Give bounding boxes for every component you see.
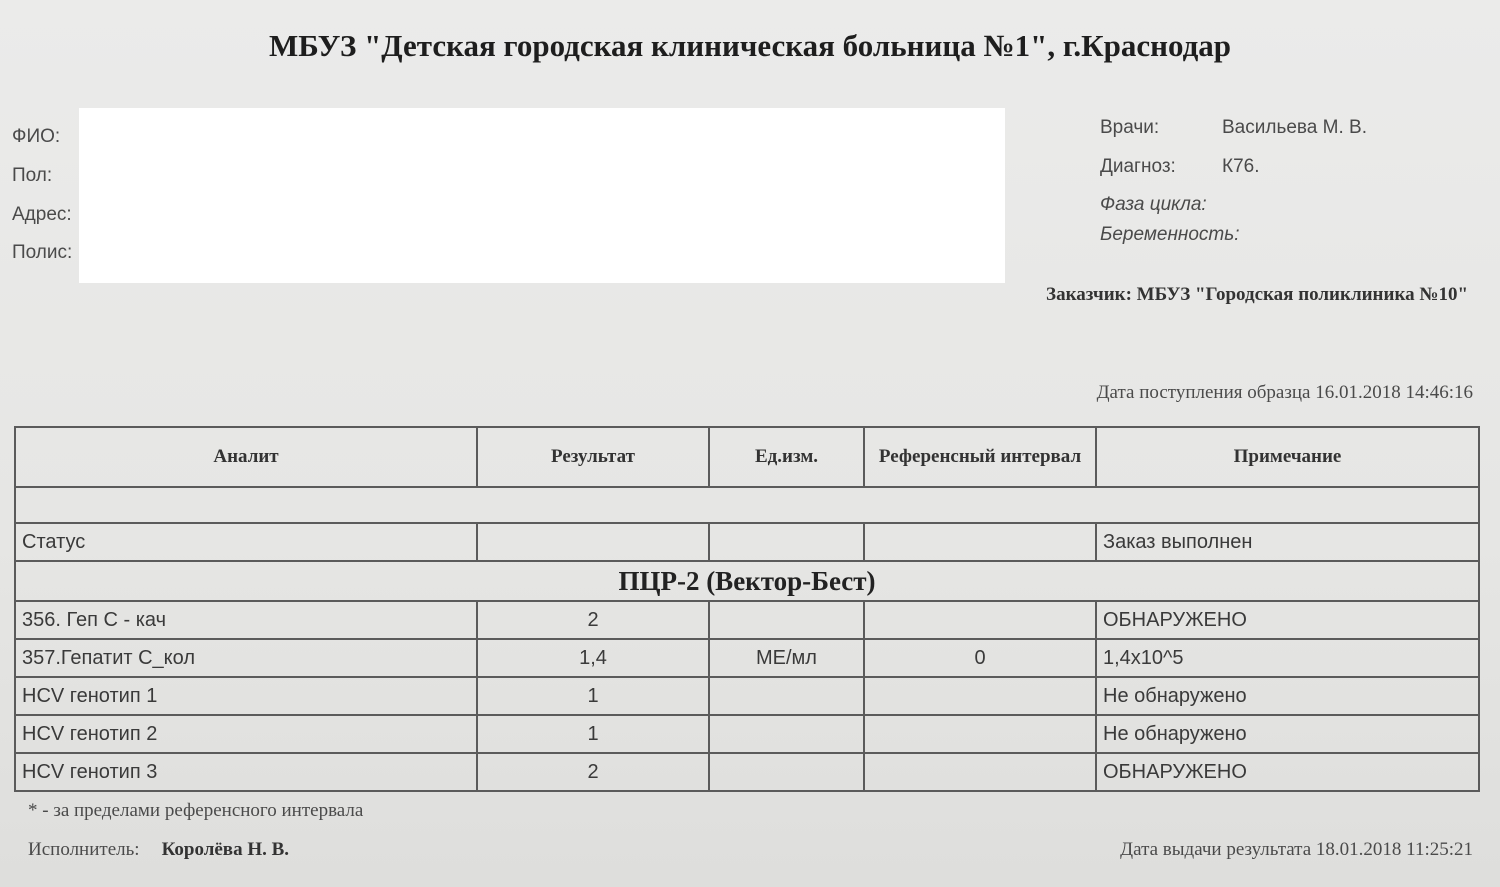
unit-cell: МЕ/мл <box>709 639 864 677</box>
reference-cell: 0 <box>864 639 1096 677</box>
table-row <box>15 601 1479 639</box>
report-title: МБУЗ "Детская городская клиническая больница №1", г.Краснодар <box>268 28 1232 63</box>
reference-cell <box>864 523 1096 561</box>
reference-cell <box>864 601 1096 639</box>
footnote: * - за пределами референсного интервала <box>28 800 364 821</box>
note-cell: ОБНАРУЖЕНО <box>1096 753 1479 791</box>
unit-cell <box>709 601 864 639</box>
table-row <box>15 753 1479 791</box>
unit-cell <box>709 677 864 715</box>
reference-cell <box>864 753 1096 791</box>
doctor-label: Врачи: <box>1100 117 1160 138</box>
table-header-row <box>15 427 1479 487</box>
performer-line <box>28 839 289 861</box>
note-cell: Заказ выполнен <box>1096 523 1479 561</box>
note-cell: Не обнаружено <box>1096 677 1479 715</box>
issue-date: Дата выдачи результата 18.01.2018 11:25:21 <box>1120 839 1473 860</box>
sample-date: Дата поступления образца 16.01.2018 14:46:16 <box>1096 382 1473 403</box>
policy-label: Полис: <box>12 242 73 263</box>
header-analyte: Аналит <box>15 427 477 487</box>
cycle-phase-label: Фаза цикла: <box>1100 194 1207 215</box>
result-cell: 1 <box>477 677 709 715</box>
analyte-cell: 357.Гепатит С_кол <box>15 639 477 677</box>
table-row <box>15 639 1479 677</box>
table-row <box>15 715 1479 753</box>
reference-cell <box>864 677 1096 715</box>
header-note: Примечание <box>1096 427 1479 487</box>
header-result: Результат <box>477 427 709 487</box>
table-row <box>15 677 1479 715</box>
performer-label: Исполнитель: <box>28 839 140 860</box>
address-label: Адрес: <box>12 204 72 225</box>
result-cell: 1,4 <box>477 639 709 677</box>
result-cell: 2 <box>477 601 709 639</box>
result-cell <box>477 523 709 561</box>
header-reference: Референсный интервал <box>864 427 1096 487</box>
section-row <box>15 561 1479 601</box>
unit-cell <box>709 753 864 791</box>
redacted-patient-info <box>79 108 1005 283</box>
analyte-cell: HCV генотип 3 <box>15 753 477 791</box>
analyte-cell: Статус <box>15 523 477 561</box>
header-unit: Ед.изм. <box>709 427 864 487</box>
diagnosis-value: К76. <box>1222 156 1260 177</box>
customer-line: Заказчик: МБУЗ "Городская поликлиника №10" <box>1046 284 1468 305</box>
analyte-cell: HCV генотип 1 <box>15 677 477 715</box>
result-cell: 1 <box>477 715 709 753</box>
result-cell: 2 <box>477 753 709 791</box>
analyte-cell: HCV генотип 2 <box>15 715 477 753</box>
empty-cell <box>15 487 1479 523</box>
note-cell: 1,4x10^5 <box>1096 639 1479 677</box>
status-row <box>15 523 1479 561</box>
unit-cell <box>709 715 864 753</box>
pregnancy-label: Беременность: <box>1100 224 1240 245</box>
doctor-value: Васильева М. В. <box>1222 117 1367 138</box>
performer-value: Королёва Н. В. <box>161 839 290 860</box>
results-table <box>14 426 1480 792</box>
diagnosis-label: Диагноз: <box>1100 156 1176 177</box>
note-cell: ОБНАРУЖЕНО <box>1096 601 1479 639</box>
analyte-cell: 356. Геп С - кач <box>15 601 477 639</box>
reference-cell <box>864 715 1096 753</box>
fio-label: ФИО: <box>12 126 61 147</box>
empty-row <box>15 487 1479 523</box>
unit-cell <box>709 523 864 561</box>
section-title: ПЦР-2 (Вектор-Бест) <box>15 561 1479 601</box>
sex-label: Пол: <box>12 165 53 186</box>
note-cell: Не обнаружено <box>1096 715 1479 753</box>
